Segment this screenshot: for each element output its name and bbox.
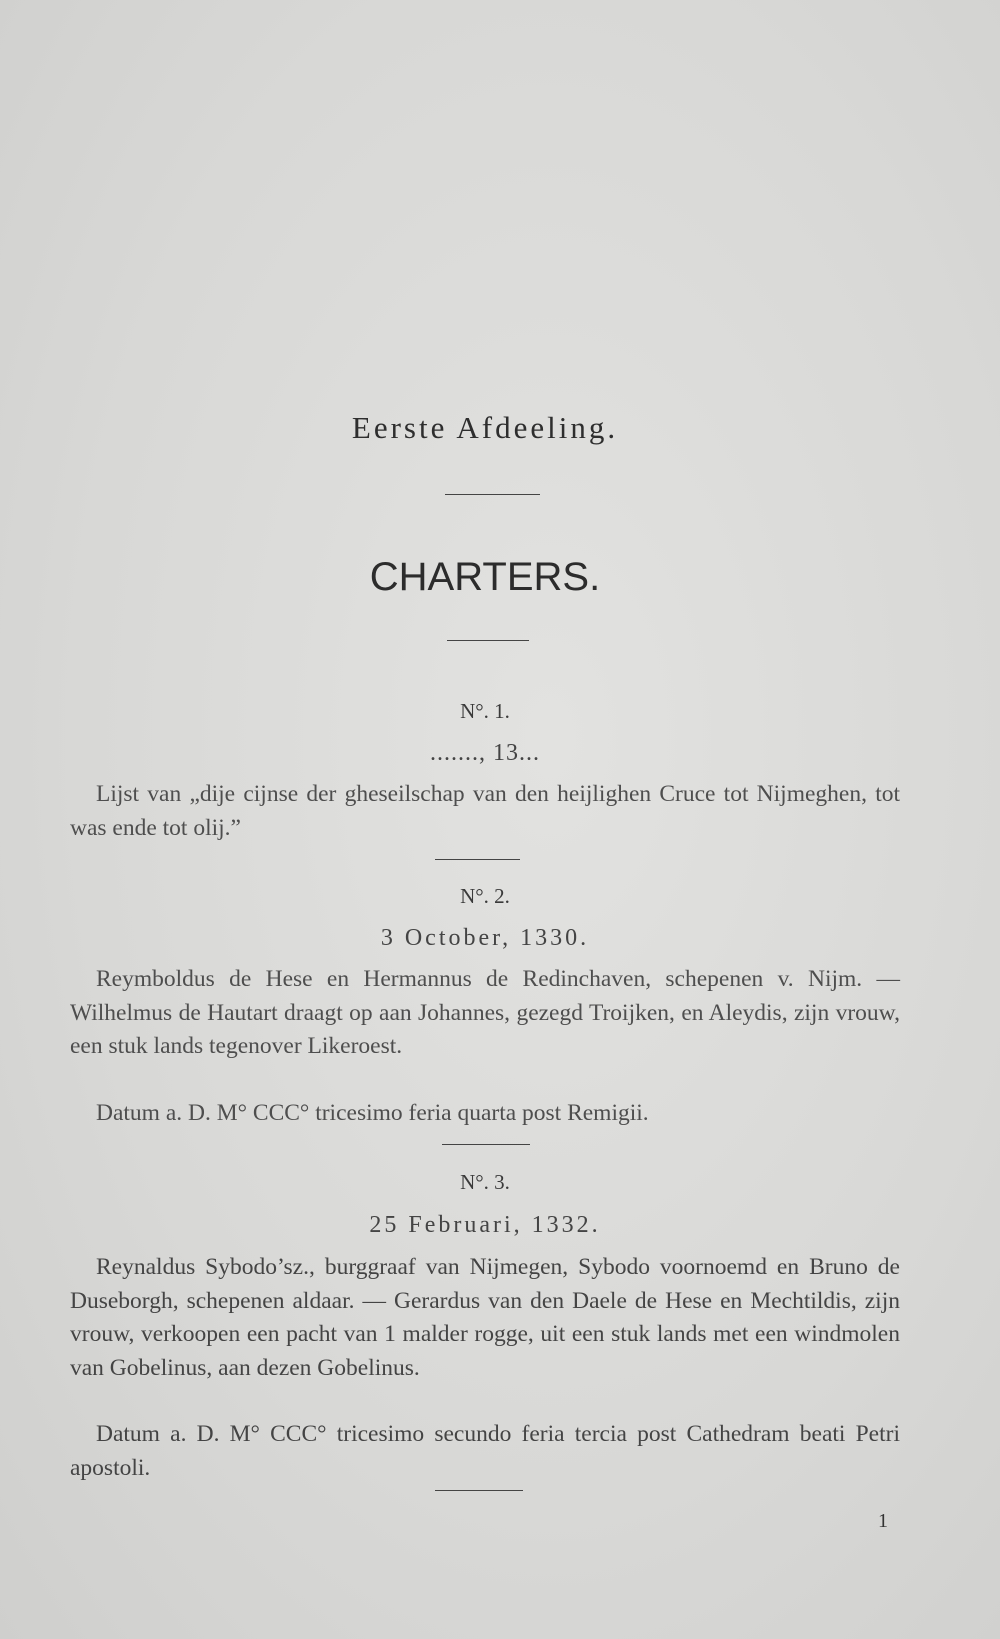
divider	[442, 1144, 530, 1145]
divider	[435, 1490, 523, 1491]
charter-date: ......., 13...	[430, 740, 540, 766]
main-title: CHARTERS.	[369, 555, 601, 599]
charter-date: 25 Februari, 1332.	[369, 1212, 601, 1238]
page-number: 1	[878, 1510, 888, 1532]
charter-datum: Datum a. D. M° CCC° tricesimo feria quarta post Remigii.	[96, 1100, 649, 1126]
charter-summary: Lijst van „dije cijnse der gheseilschap van den heijlighen Cruce tot Nijmeghen, tot was ende tot olij.”	[70, 781, 900, 841]
divider	[447, 640, 529, 641]
section-heading: Eerste Afdeeling.	[351, 410, 619, 445]
divider	[435, 859, 520, 860]
charter-number: N°. 3.	[460, 1170, 510, 1194]
charter-datum: Datum a. D. M° CCC° tricesimo secundo feria tercia post Cathedram beati Petri apostoli.	[70, 1421, 900, 1481]
divider	[445, 494, 540, 495]
charter-number: N°. 1.	[460, 699, 510, 723]
charter-number: N°. 2.	[460, 884, 510, 908]
charter-summary: Reymboldus de Hese en Hermannus de Redinchaven, schepenen v. Nijm. — Wilhelmus de Hautart draagt op aan Johannes, gezegd Troijken, en Aleydis, zijn vrouw, een stuk lands tegenover Likeroest.	[70, 966, 900, 1059]
charter-date: 3 October, 1330.	[380, 925, 590, 951]
charter-summary: Reynaldus Sybodo’sz., burggraaf van Nijmegen, Sybodo voornoemd en Bruno de Duseborgh, schepenen aldaar. — Gerardus van den Daele de Hese en Mechtildis, zijn vrouw, verkoopen een pacht van 1 malder rogge, uit een stuk lands met een windmolen van Gobelinus, aan dezen Gobelinus.	[70, 1254, 900, 1381]
